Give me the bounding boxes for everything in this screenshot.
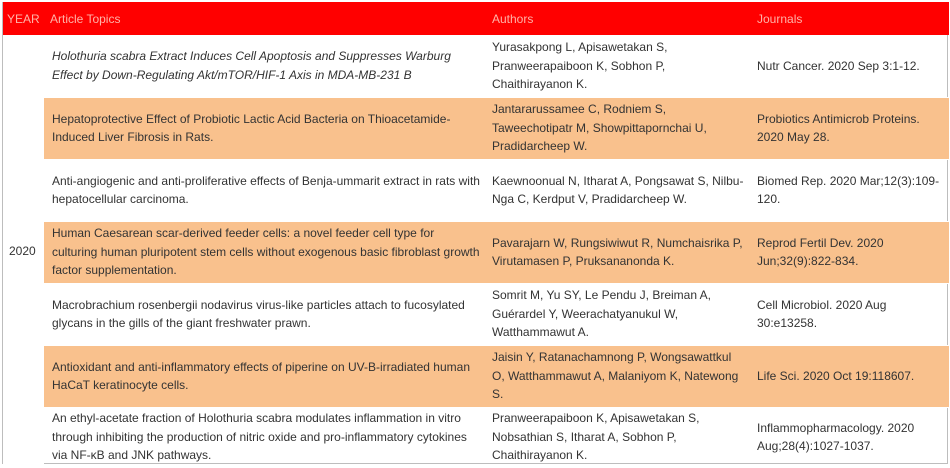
table-header-row	[3, 2, 949, 35]
topic-cell: Hepatoprotective Effect of Probiotic Lactic Acid Bacteria on Thioacetamide-Induced Liver Fibrosis in Rats.	[44, 97, 486, 159]
authors-cell: Pranweerapaiboon K, Apisawetakan S, Nobsathian S, Itharat A, Sobhon P, Chaithirayanon K.	[486, 407, 751, 467]
column-header-authors: Authors	[492, 11, 534, 26]
authors-cell: Jaisin Y, Ratanachamnong P, Wongsawattkul O, Watthammawut A, Malaniyom K, Natewong S.	[486, 345, 751, 407]
topic-cell: Antioxidant and anti-inflammatory effects of piperine on UV-B-irradiated human HaCaT keratinocyte cells.	[44, 345, 486, 407]
journal-cell: Cell Microbiol. 2020 Aug 30:e13258.	[751, 283, 949, 345]
topic-cell: Anti-angiogenic and anti-proliferative effects of Benja-ummarit extract in rats with hepatocellular carcinoma.	[44, 159, 486, 221]
authors-cell: Jantararussamee C, Rodniem S, Taweechotipatr M, Showpittapornchai U, Pradidarcheep W.	[486, 97, 751, 159]
topic-cell: Human Caesarean scar-derived feeder cells: a novel feeder cell type for culturing human pluripotent stem cells without exogenous basic fibroblast growth factor supplementation.	[44, 221, 486, 283]
table-row	[3, 407, 949, 467]
table-row	[3, 345, 949, 407]
topic-cell: Macrobrachium rosenbergii nodavirus virus-like particles attach to fucosylated glycans in the gills of the giant freshwater prawn.	[44, 283, 486, 345]
articles-table-container	[2, 2, 948, 464]
journal-cell: Probiotics Antimicrob Proteins. 2020 May 28.	[751, 97, 949, 159]
column-header-journals: Journals	[757, 11, 803, 26]
articles-table	[3, 2, 949, 468]
authors-cell: Somrit M, Yu SY, Le Pendu J, Breiman A, Guérardel Y, Weerachatyanukul W, Watthammawut A.	[486, 283, 751, 345]
journal-cell: Inflammopharmacology. 2020 Aug;28(4):1027-1037.	[751, 407, 949, 467]
journal-cell: Reprod Fertil Dev. 2020 Jun;32(9):822-834.	[751, 221, 949, 283]
authors-cell: Kaewnoonual N, Itharat A, Pongsawat S, Nilbu-Nga C, Kerdput V, Pradidarcheep W.	[486, 159, 751, 221]
topic-cell: An ethyl-acetate fraction of Holothuria scabra modulates inflammation in vitro through inhibiting the production of nitric oxide and pro-inflammatory cytokines via NF-κB and JNK pathways.	[44, 407, 486, 467]
journal-cell: Life Sci. 2020 Oct 19:118607.	[751, 345, 949, 407]
table-row	[3, 221, 949, 283]
year-cell: 2020	[3, 35, 44, 467]
column-header-year: YEAR	[7, 11, 40, 26]
column-header-topics: Article Topics	[50, 11, 121, 26]
journal-cell: Nutr Cancer. 2020 Sep 3:1-12.	[751, 35, 949, 97]
table-row	[3, 159, 949, 221]
table-row	[3, 97, 949, 159]
authors-cell: Pavarajarn W, Rungsiwiwut R, Numchaisrika P, Virutamasen P, Pruksananonda K.	[486, 221, 751, 283]
authors-cell: Yurasakpong L, Apisawetakan S, Pranweerapaiboon K, Sobhon P, Chaithirayanon K.	[486, 35, 751, 97]
topic-cell: Holothuria scabra Extract Induces Cell Apoptosis and Suppresses Warburg Effect by Down-Regulating Akt/mTOR/HIF-1 Axis in MDA-MB-231 B	[44, 35, 486, 97]
journal-cell: Biomed Rep. 2020 Mar;12(3):109-120.	[751, 159, 949, 221]
table-row	[3, 35, 949, 97]
table-row	[3, 283, 949, 345]
